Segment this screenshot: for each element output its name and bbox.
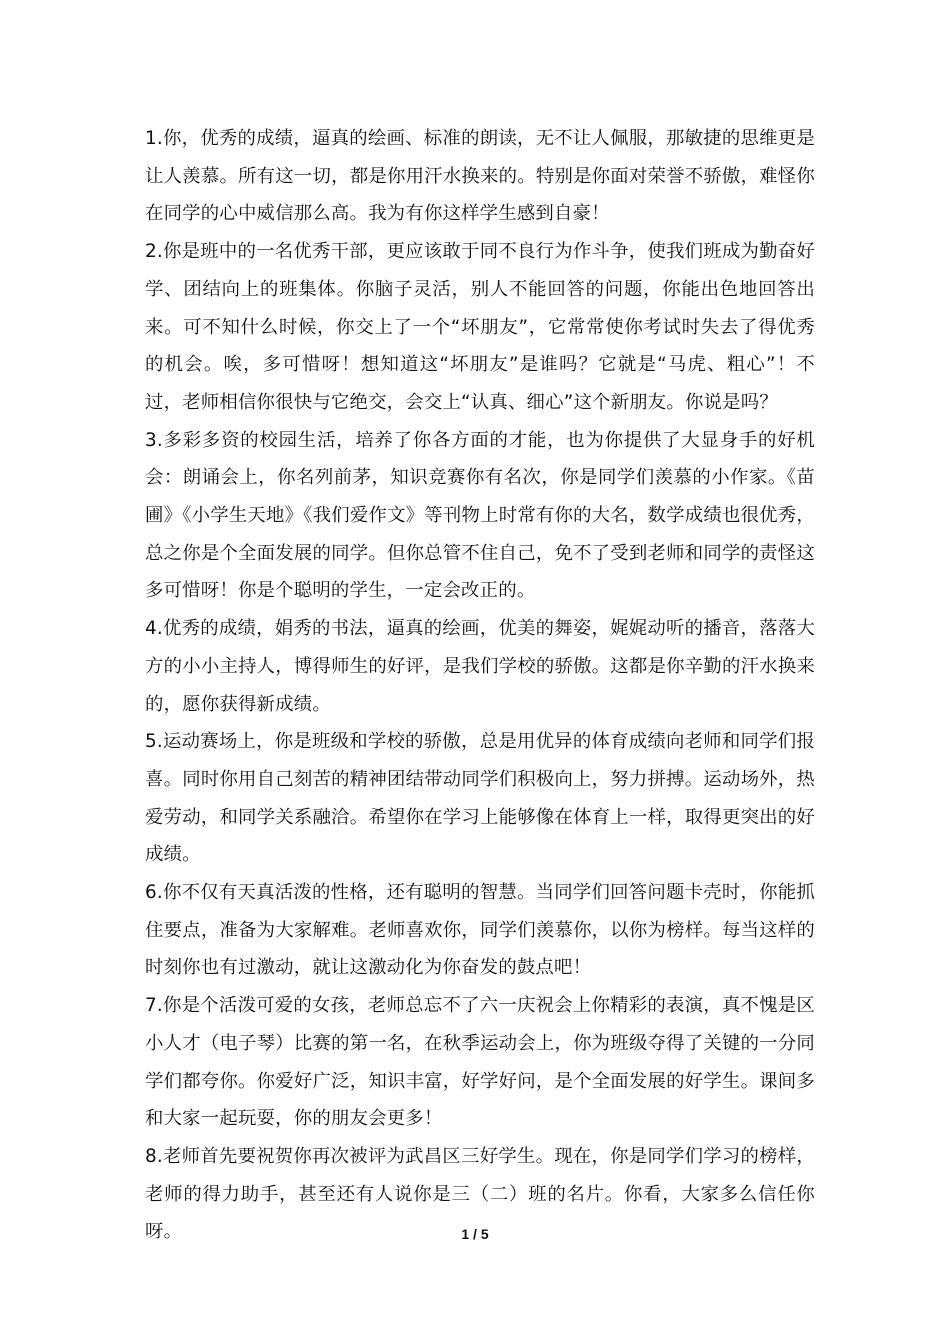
page-number: 1 / 5 <box>461 1226 489 1242</box>
comment-paragraph-4: 4.优秀的成绩，娟秀的书法，逼真的绘画，优美的舞姿，娓娓动听的播音，落落大方的小小主持人，博得师生的好评，是我们学校的骄傲。这都是你辛勤的汗水换来的，愿你获得新成绩。 <box>145 618 815 715</box>
comment-paragraph-5: 5.运动赛场上，你是班级和学校的骄傲，总是用优异的体育成绩向老师和同学们报喜。同时你用自己刻苦的精神团结带动同学们积极向上，努力拼搏。运动场外，热爱劳动，和同学关系融洽。希望你在学习上能够像在体育上一样，取得更突出的好成绩。 <box>145 731 815 866</box>
comment-paragraph-1: 1.你，优秀的成绩，逼真的绘画、标准的朗读，无不让人佩服，那敏捷的思维更是让人羡慕。所有这一切，都是你用汗水换来的。特别是你面对荣誉不骄傲，难怪你在同学的心中威信那么高。我为有你这样学生感到自豪！ <box>145 128 815 225</box>
comment-paragraph-8: 8.老师首先要祝贺你再次被评为武昌区三好学生。现在，你是同学们学习的榜样，老师的得力助手，甚至还有人说你是三（二）班的名片。你看，大家多么信任你呀。 <box>145 1145 815 1243</box>
comment-paragraph-3: 3.多彩多资的校园生活，培养了你各方面的才能，也为你提供了大显身手的好机会：朗诵会上，你名列前茅，知识竞赛你有名次，你是同学们羡慕的小作家。《苗圃》《小学生天地》《我们爱作文》等刊物上时常有你的大名，数学成绩也很优秀，总之你是个全面发展的同学。但你总管不住自己，免不了受到老师和同学的责怪这多可惜呀！你是个聪明的学生，一定会改正的。 <box>145 429 815 602</box>
document-body <box>145 120 815 1251</box>
comment-paragraph-2: 2.你是班中的一名优秀干部，更应该敢于同不良行为作斗争，使我们班成为勤奋好学、团结向上的班集体。你脑子灵活，别人不能回答的问题，你能出色地回答出来。可不知什么时候，你交上了一个“坏朋友”，它常常使你考试时失去了得优秀的机会。唉，多可惜呀！想知道这“坏朋友”是谁吗？它就是“马虎、粗心”！不过，老师相信你很快与它绝交，会交上“认真、细心”这个新朋友。你说是吗？ <box>145 241 815 413</box>
comment-paragraph-7: 7.你是个活泼可爱的女孩，老师总忘不了六一庆祝会上你精彩的表演，真不愧是区小人才（电子琴）比赛的第一名，在秋季运动会上，你为班级夺得了关键的一分同学们都夸你。你爱好广泛，知识丰富，好学好问，是个全面发展的好学生。课间多和大家一起玩耍，你的朋友会更多！ <box>145 995 815 1130</box>
comment-paragraph-6: 6.你不仅有天真活泼的性格，还有聪明的智慧。当同学们回答问题卡壳时，你能抓住要点，准备为大家解难。老师喜欢你，同学们羡慕你，以你为榜样。每当这样的时刻你也有过激动，就让这激动化为你奋发的鼓点吧！ <box>145 882 815 979</box>
